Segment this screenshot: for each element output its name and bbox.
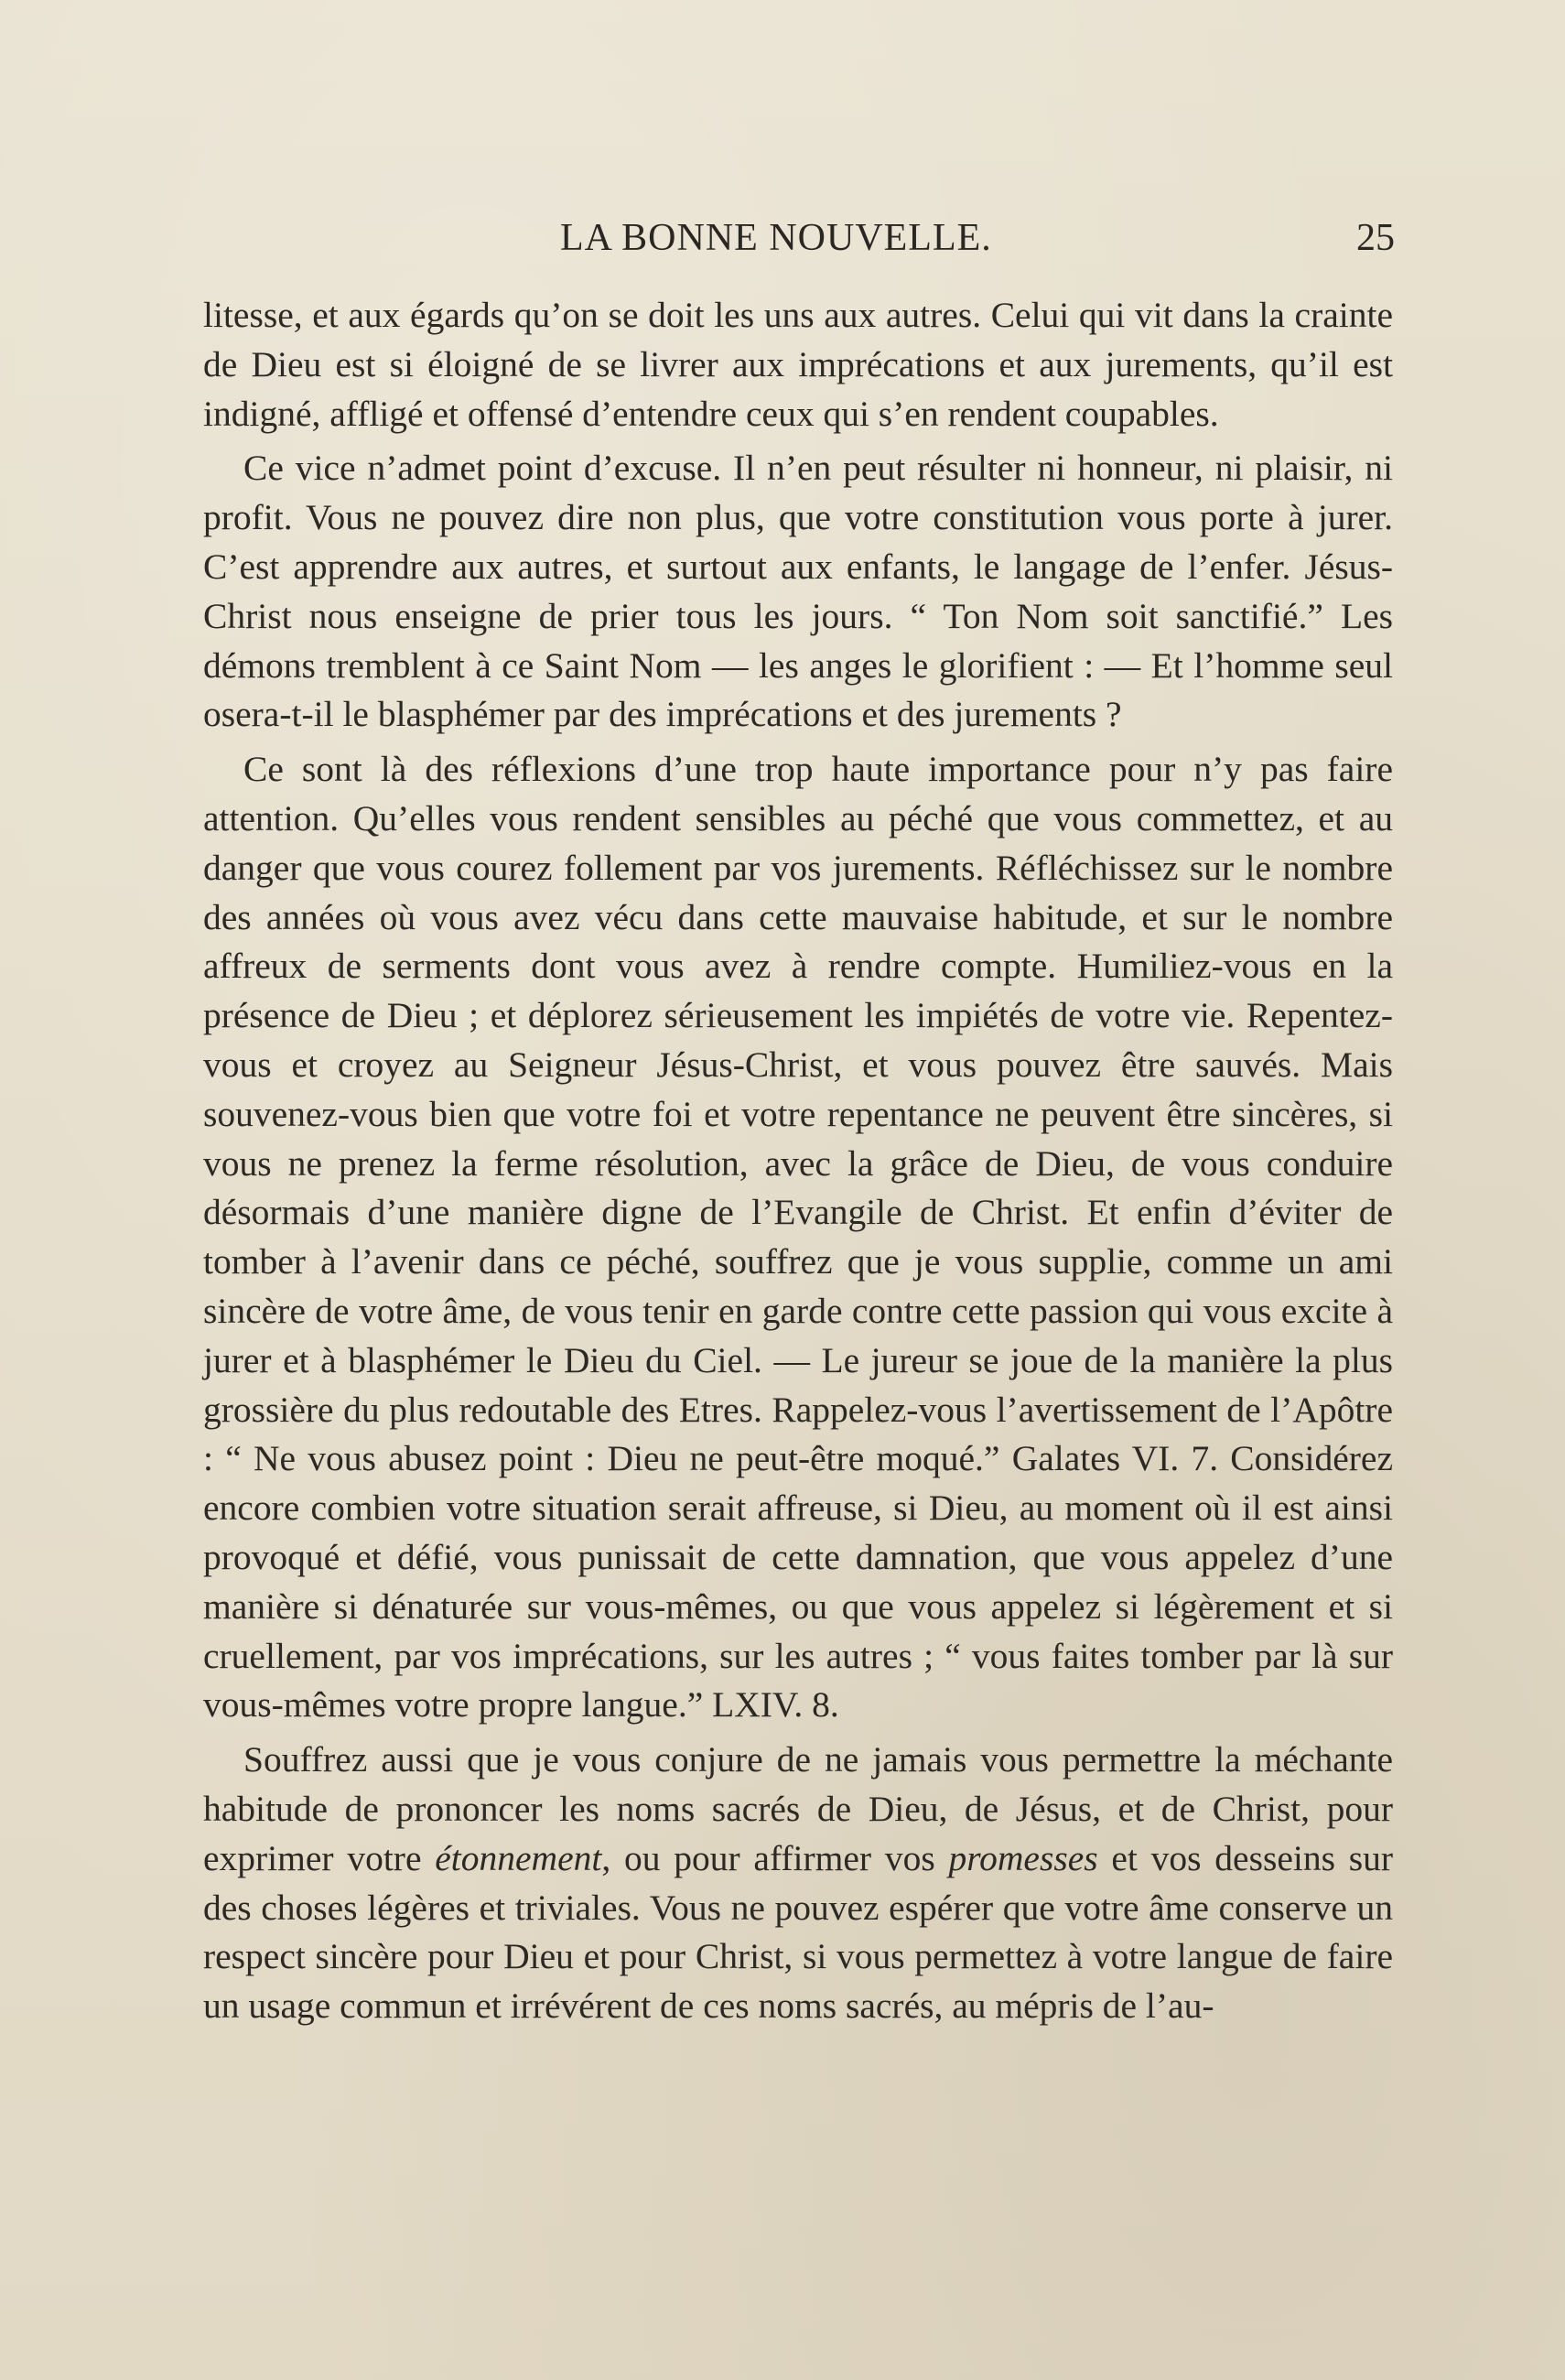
paragraph-1: litesse, et aux égards qu’on se doit les uns aux autres. Celui qui vit dans la crainte de Dieu est si éloigné de se livrer aux imprécations et aux jurements, qu’il est indigné, affligé et offensé d’entendre ceux qui s’en rendent coupables. [203, 295, 1393, 434]
paragraph-4 [203, 1736, 1393, 2031]
paragraph-2: Ce vice n’admet point d’excuse. Il n’en peut résulter ni honneur, ni plaisir, ni profit. Vous ne pouvez dire non plus, que votre constitution vous porte à jurer. C’est apprendre aux autres, et surtout aux enfants, le langage de l’enfer. Jésus-Christ nous enseigne de prier tous les jours. “ Ton Nom soit sanctifié.” Les démons tremblent à ce Saint Nom — les anges le glorifient : — Et l’homme seul osera-t-il le blasphémer par des imprécations et des jurements ? [203, 448, 1393, 735]
paragraph-3: Ce sont là des réflexions d’une trop haute importance pour n’y pas faire attention. Qu’elles vous rendent sensibles au péché que vous commettez, et au danger que vous courez follement par vos jurements. Réfléchissez sur le nombre des années où vous avez vécu dans cette mauvaise habitude, et sur le nombre affreux de serments dont vous avez à rendre compte. Humiliez-vous en la présence de Dieu ; et déplorez sérieusement les impiétés de votre vie. Repentez-vous et croyez au Seigneur Jésus-Christ, et vous pouvez être sauvés. Mais souvenez-vous bien que votre foi et votre repentance ne peuvent être sincères, si vous ne prenez la ferme résolution, avec la grâce de Dieu, de vous conduire désormais d’une manière digne de l’Evangile de Christ. Et enfin d’éviter de tomber à l’avenir dans ce péché, souffrez que je vous supplie, comme un ami sincère de votre âme, de vous tenir en garde contre cette passion qui vous excite à jurer et à blasphémer le Dieu du Ciel. — Le jureur se joue de la manière la plus grossière du plus redoutable des Etres. Rappelez-vous l’avertissement de l’Apôtre : “ Ne vous abusez point : Dieu ne peut-être moqué.” Galates VI. 7. Considérez encore combien votre situation serait affreuse, si Dieu, au moment où il est ainsi provoqué et défié, vous punissait de cette damnation, que vous appelez d’une manière si dénaturée sur vous-mêmes, ou que vous appelez si légèrement et si cruellement, par vos imprécations, sur les autres ; “ vous faites tomber par là sur vous-mêmes votre propre langue.” LXIV. 8. [203, 749, 1393, 1726]
page-header [205, 216, 1395, 271]
italic-word-promesses: promesses [948, 1837, 1098, 1878]
body-text [203, 291, 1393, 2037]
paragraph-4-text-a: Souffrez aussi que je vous conjure de ne jamais vous permettre la méchante habitude de prononcer les noms sacrés de Dieu, de Jésus, et de Christ, pour exprimer votre [203, 1739, 1393, 1878]
italic-word-etonnement: étonnement [435, 1837, 602, 1878]
page-number: 25 [1356, 217, 1395, 259]
paragraph-4-text-c: et vos desseins sur des choses légères et triviales. Vous ne pouvez espérer que votre âme conserve un respect sincère pour Dieu et pour Christ, si vous permettez à votre langue de faire un usage commun et irrévérent de ces noms sacrés, au mépris de l’au- [203, 1837, 1393, 2027]
running-title: LA BONNE NOUVELLE. [560, 217, 992, 259]
paragraph-4-text-b: , ou pour affirmer vos [601, 1837, 949, 1878]
